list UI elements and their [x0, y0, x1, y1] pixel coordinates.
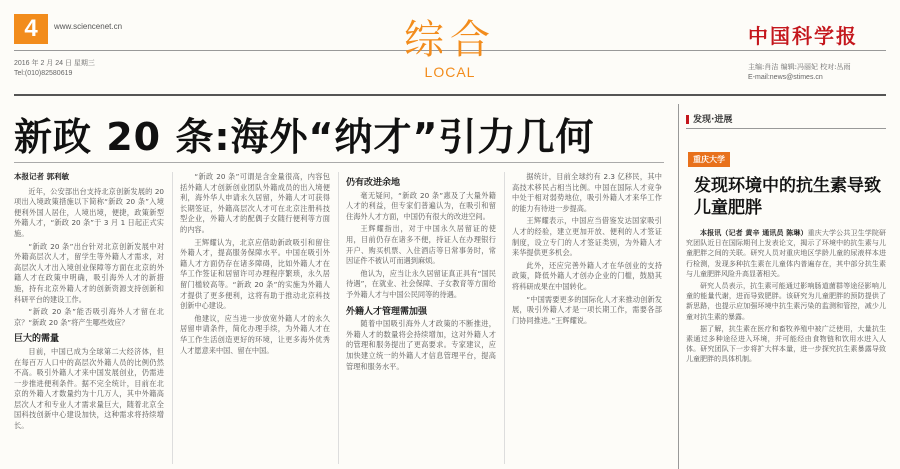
column-divider	[172, 172, 173, 464]
newspaper-logo: 中国科学报	[748, 24, 858, 48]
paragraph: 此外，还应完善外籍人才在华创业的支持政策，降低外籍人才创办企业的门槛，鼓励其将科研成果在中国转化。	[512, 260, 662, 291]
article-byline: 本报记者 郭利敏	[14, 172, 70, 181]
article-headline: 新政 20 条:海外“纳才”引力几何	[14, 115, 595, 159]
article-column-2	[180, 172, 330, 468]
paragraph: 王辉耀指出，对于中国永久居留证的使用，目前仍存在诸多不便，持证人在办理银行开户、购买机票、入住酒店等日常事务时，常因证件不被认可而遇到麻烦。	[346, 224, 496, 266]
subheading: 外籍人才管理需加强	[346, 306, 428, 317]
editors-line: 主编:肖洁 编辑:冯丽妃 校对:丛雨	[748, 63, 851, 71]
sidebar-section-tag	[686, 112, 886, 129]
paragraph: 他建议，应当进一步放宽外籍人才的永久居留申请条件，简化办理手续，为外籍人才在华工作生活创造更好的环境，让更多海外优秀人才愿意来中国、留在中国。	[180, 313, 330, 355]
paragraph: “新政 20 条”能否吸引海外人才留在北京？“新政 20 条”将产生哪些效应？	[14, 307, 164, 327]
sidebar-byline: 本报讯（记者 黄辛 通讯员 陈琳）	[700, 229, 808, 237]
subheading: 巨大的需量	[14, 334, 60, 345]
paragraph: 据了解，抗生素在医疗和畜牧养殖中被广泛使用，大量抗生素通过多种途径进入环境，并可能经由食物链和饮用水进入人体。研究团队下一步将扩大样本量，进一步探究抗生素暴露导致儿童肥胖的具体机制。	[686, 324, 886, 364]
tel-line: Tel:(010)82580619	[14, 70, 73, 77]
subheading: 仍有改进余地	[346, 178, 401, 188]
sidebar-tag-label: 发现·进展	[693, 115, 733, 125]
paragraph: 研究人员表示，抗生素可能通过影响肠道菌群等途径影响儿童的能量代谢，进而导致肥胖。该研究为儿童肥胖的预防提供了新思路，也提示应加强环境中抗生素污染的监测和管控，减少儿童对抗生素的暴露。	[686, 282, 886, 321]
article-column-4	[512, 172, 662, 468]
paragraph: “中国需要更多的国际化人才来推动创新发展，吸引外籍人才是一项长期工作，需要各部门协同推进。”王辉耀说。	[512, 294, 662, 325]
paragraph: 毫无疑问，“新政 20 条”惠及了大量外籍人才的利益，但专家们普遍认为，在吸引和留住海外人才方面，中国仍有很大的改进空间。	[346, 190, 496, 221]
paragraph: 他认为，应当让永久居留证真正具有“国民待遇”，在就业、社会保障、子女教育等方面给予外籍人才与中国公民同等的待遇。	[346, 268, 496, 299]
sidebar-border	[678, 104, 679, 469]
paragraph: 重庆大学公共卫生学院研究团队近日在国际期刊上发表论文，揭示了环境中的抗生素与儿童肥胖之间的关联。研究人员对重庆地区学龄儿童的尿液样本进行检测，发现多种抗生素在儿童体内普遍存在，其中部分抗生素与儿童肥胖风险升高显著相关。	[686, 229, 886, 278]
sidebar-body	[686, 228, 886, 466]
email-line: E-mail:news@stimes.cn	[748, 74, 823, 81]
column-divider	[338, 172, 339, 464]
article-column-3	[346, 172, 496, 468]
sidebar-badge: 重庆大学	[688, 152, 730, 167]
sidebar-headline: 发现环境中的抗生素导致儿童肥胖	[694, 176, 881, 218]
tag-bar-icon	[686, 115, 689, 124]
section-title: 综合	[404, 17, 496, 63]
column-divider	[504, 172, 505, 464]
paragraph: “新政 20 条”出台针对北京创新发展中对外籍高层次人才，留学生等外籍人才需求，对高层次人才出入境创业保障等方面在北京的外籍人才在政策中明确，吸引海外人才的新措施，持有北京外籍人才的创新资源支持创新和科研平台的建设工作。	[14, 241, 164, 304]
paragraph: 近年，公安部出台支持北京创新发展的 20 项出入境政策措施以下简称“新政 20 条”入境便利外国人居住，人境出境，便捷，政策新型外籍人才，“新政 20 条”于 3 月 1 日起正式实施。	[14, 186, 164, 238]
paragraph: 王辉耀表示，中国应当借鉴发达国家吸引人才的经验，建立更加开放、便利的人才签证制度，设立专门的人才签证类别，为外籍人才来华提供更多机会。	[512, 216, 662, 258]
paragraph: “新政 20 条”可谓是含金量很高，内容包括外籍人才创新创业团队外籍成员的出入境便利，海外华人申请永久居留，外籍人才可获得长期签证，外籍高层次人才可在北京注册科技型企业，外籍人才的配偶子女随行便利等方面的内容。	[180, 172, 330, 234]
section-subtitle: LOCAL	[424, 64, 476, 80]
site-url: www.sciencenet.cn	[54, 22, 123, 31]
masthead-rule	[14, 94, 886, 96]
date-line: 2016 年 2 月 24 日 星期三	[14, 60, 95, 67]
paragraph: 随着中国吸引海外人才政策的不断推进，外籍人才的数量将会持续增加，这对外籍人才的管理和服务提出了更高要求。专家建议，应加快建立统一的外籍人才信息管理平台，提高管理和服务水平。	[346, 319, 496, 371]
article-column-1	[14, 172, 164, 468]
paragraph: 目前，中国已成为全球第二大经济体，但在每百万人口中的高层次外籍人员的比例仍然不高。吸引外籍人才来中国发展创业，仍需进一步推进便利条件。据不完全统计，目前在北京的外籍人才数量约为十几万人，其中外籍高层次人才和专业人才需求量巨大，随着北京全国科技创新中心建设加快，这种需求将持续增长。	[14, 346, 164, 431]
masthead	[0, 0, 900, 100]
paragraph: 王辉耀认为，北京应借助新政吸引和留住外籍人才，提高服务保障水平。中国在吸引外籍人才方面仍存在诸多障碍，比如外籍人才在华工作签证和居留许可办理程序繁琐，永久居留门槛较高等。“新政 20 条”的实施为外籍人才提供了更多便利，这将有助于推动北京科技创新中心建设。	[180, 237, 330, 311]
headline-rule	[14, 162, 664, 163]
page-number: 4	[14, 14, 48, 44]
paragraph: 据统计，目前全球约有 2.3 亿移民，其中高技术移民占相当比例。中国在国际人才竞争中处于相对弱势地位，吸引外籍人才来华工作的能力有待进一步提高。	[512, 172, 662, 213]
